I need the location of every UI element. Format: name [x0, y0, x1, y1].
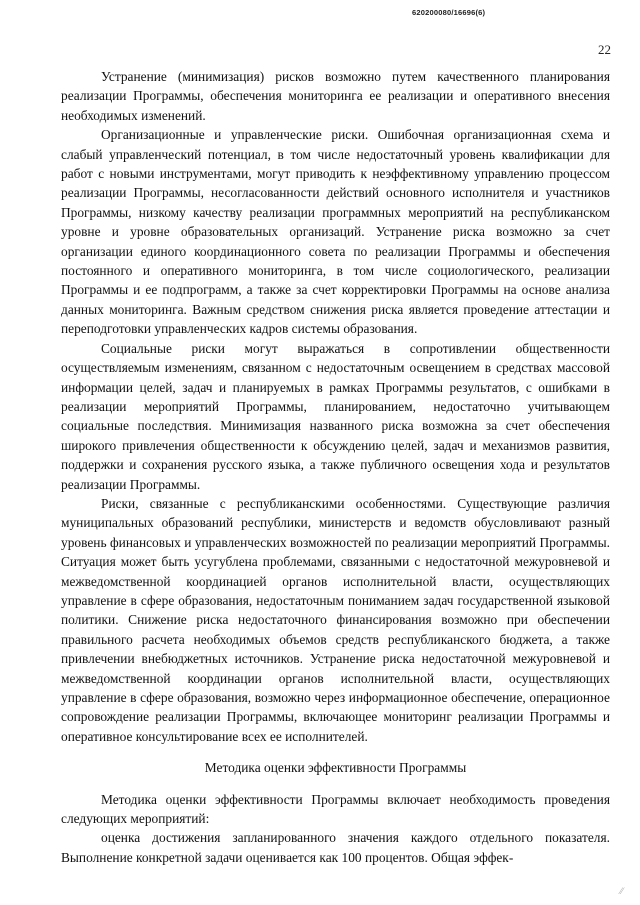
body-text	[61, 67, 610, 867]
section-heading: Методика оценки эффективности Программы	[204, 760, 467, 776]
page-number: 22	[598, 42, 611, 57]
scan-corner-mark: ⁄⁄	[620, 886, 624, 896]
paragraph-indicator-assessment: оценка достижения запланированного значения каждого отдельного показателя. Выполнение конкретной задачи оценивается как 100 процентов. Общая эффек-	[61, 830, 610, 865]
paragraph-methodology-intro: Методика оценки эффективности Программы включает необходимость проведения следующих мероприятий:	[61, 791, 610, 827]
paragraph-organizational-risks: Организационные и управленческие риски. Ошибочная организационная схема и слабый управленческий потенциал, в том числе недостаточный уровень квалификации для работ с новыми инструментами, могут приводить к неэффективному управлению процессом реализации Программы, несогласованности действий основного исполнителя и участников Программы, низкому качеству реализации программных мероприятий на республиканском уровне и уровне образовательных организаций. Устранение риска возможно за счет организации единого координационного совета по реализации Программы и обеспечения постоянного и оперативного мониторинга, в том числе социологического, реализации Программы и ее подпрограмм, а также за счет корректировки Программы на основе анализа данных мониторинга. Важным средством снижения риска является проведение аттестации и переподготовки управленческих кадров системы образования.	[61, 127, 610, 337]
paragraph-social-risks: Социальные риски могут выражаться в сопротивлении общественности осуществляемым изменениям, связанном с недостаточным освещением в средствах массовой информации целей, задач и планируемых в рамках Программы результатов, с ошибками в реализации мероприятий Программы, планированием, недостаточно учитывающем социальные последствия. Минимизация названного риска возможна за счет обеспечения широкого привлечения общественности к обсуждению целей, задач и механизмов развития, поддержки и сохранения русского языка, а также публичного освещения хода и результатов реализации Программы.	[61, 340, 610, 492]
document-id: 620200080/16696(6)	[412, 8, 486, 17]
paragraph-risk-mitigation: Устранение (минимизация) рисков возможно путем качественного планирования реализации Программы, обеспечения мониторинга ее реализации и оперативного внесения необходимых изменений.	[61, 69, 610, 123]
paragraph-regional-risks: Риски, связанные с республиканскими особенностями. Существующие различия муниципальных образований республики, министерств и ведомств обусловливают разный уровень финансовых и управленческих возможностей по реализации мероприятий Программы. Ситуация может быть усугублена проблемами, связанными с недостаточной межуровневой и межведомственной координацией органов исполнительной власти, осуществляющих управление в сфере образования, недостаточным пониманием задач государственной языковой политики. Снижение риска недостаточного финансирования возможно при обеспечении правильного расчета необходимых объемов средств республиканского бюджета, а также привлечении внебюджетных источников. Устранение риска недостаточной межуровневой и межведомственной координации органов исполнительной власти, осуществляющих управление в сфере образования, возможно через информационное обеспечение, операционное сопровождение реализации Программы, включающее мониторинг реализации Программы и оперативное консультирование всех ее исполнителей.	[61, 495, 610, 744]
